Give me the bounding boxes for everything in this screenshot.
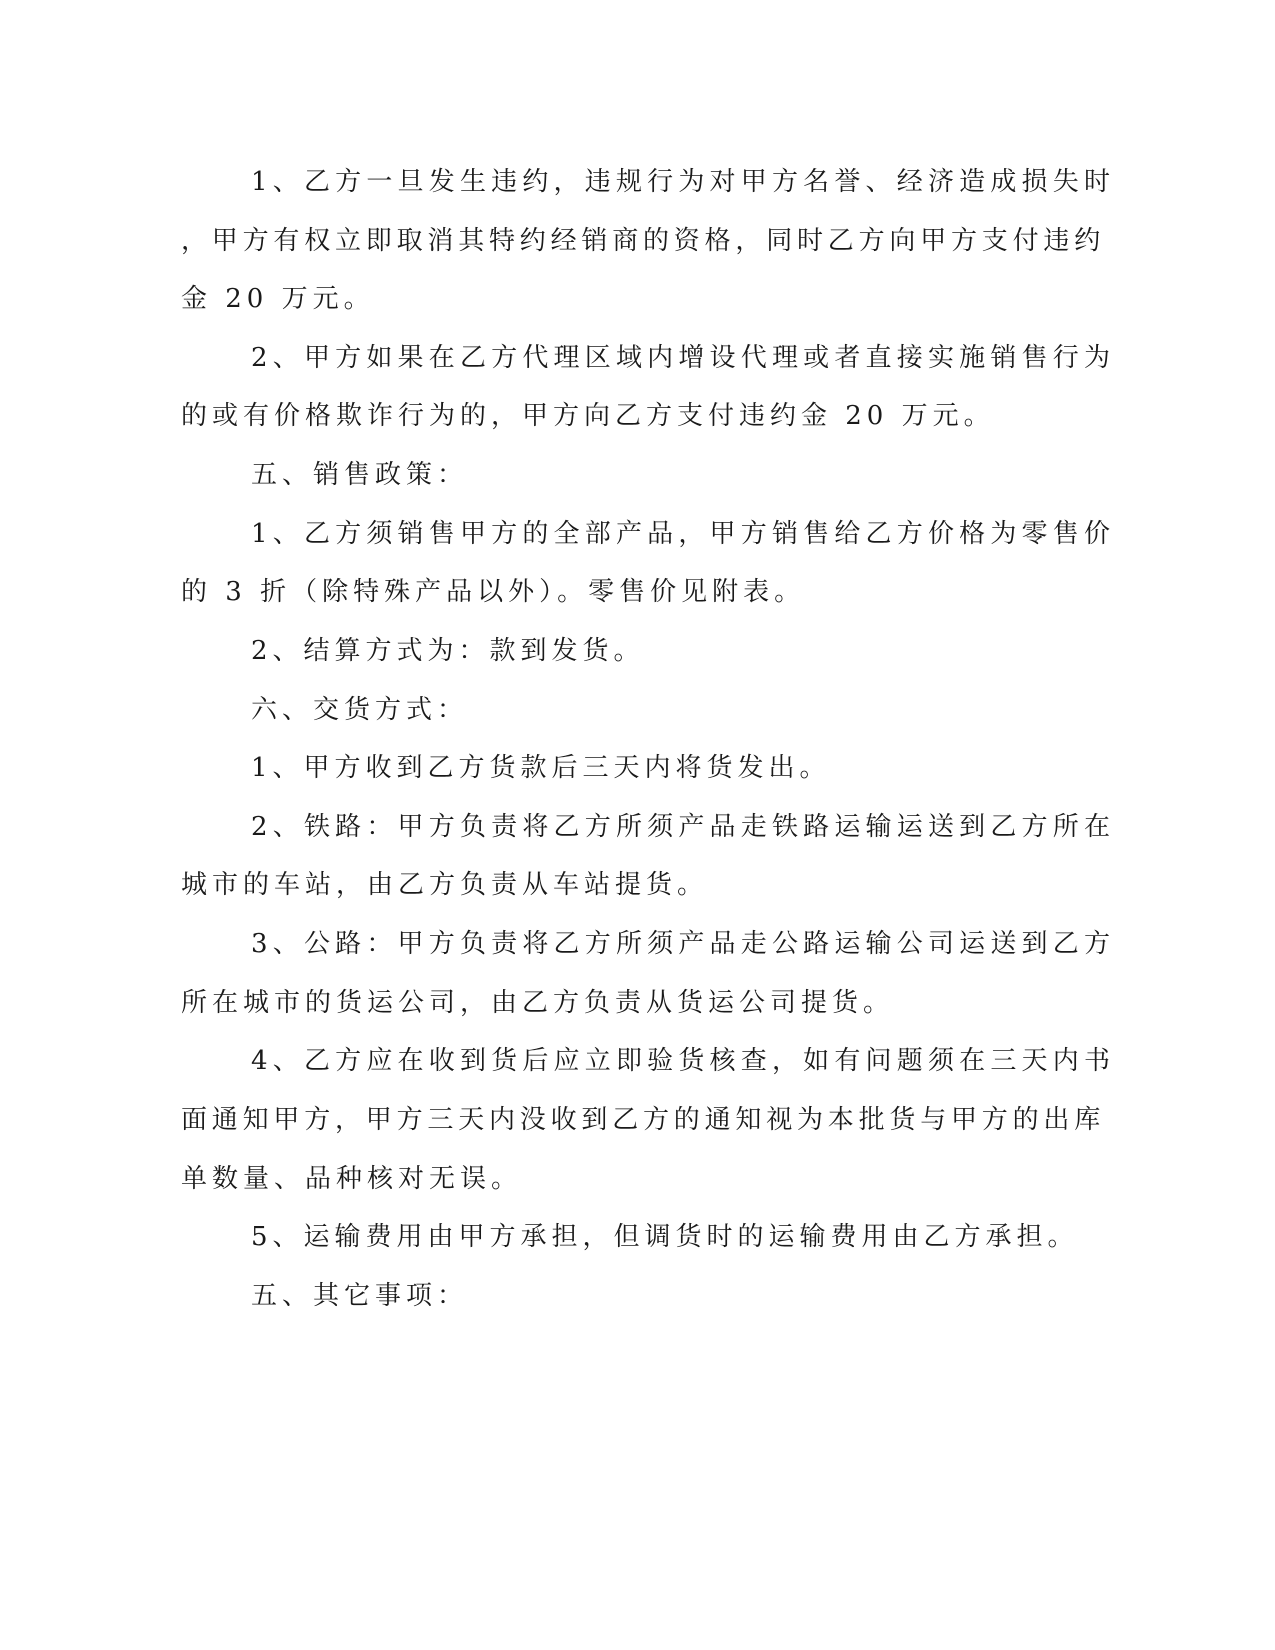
clause-5-1-line-1: 1、乙方须销售甲方的全部产品，甲方销售给乙方价格为零售价 <box>251 519 1116 549</box>
section-5-heading: 五、销售政策： <box>251 460 469 490</box>
clause-4-1-line-1: 1、乙方一旦发生违约，违规行为对甲方名誉、经济造成损失时 <box>251 167 1116 197</box>
clause-6-3-line-1: 3、公路：甲方负责将乙方所须产品走公路运输公司运送到乙方 <box>251 929 1116 959</box>
clause-5-1-line-2: 的 3 折（除特殊产品以外）。零售价见附表。 <box>181 577 806 607</box>
clause-5-2: 2、结算方式为：款到发货。 <box>251 636 645 666</box>
clause-4-1-line-3: 金 20 万元。 <box>181 284 375 314</box>
clause-6-4-line-3: 单数量、品种核对无误。 <box>181 1164 523 1194</box>
clause-6-4-line-1: 4、乙方应在收到货后应立即验货核查，如有问题须在三天内书 <box>251 1046 1116 1076</box>
clause-6-4-line-2: 面通知甲方，甲方三天内没收到乙方的通知视为本批货与甲方的出库 <box>181 1105 1106 1135</box>
clause-4-2-line-2: 的或有价格欺诈行为的，甲方向乙方支付违约金 20 万元。 <box>181 401 995 431</box>
clause-6-1: 1、甲方收到乙方货款后三天内将货发出。 <box>251 753 831 783</box>
clause-4-1-line-2: ，甲方有权立即取消其特约经销商的资格，同时乙方向甲方支付违约 <box>181 226 1106 256</box>
clause-6-2-line-2: 城市的车站，由乙方负责从车站提货。 <box>181 870 709 900</box>
clause-6-5: 5、运输费用由甲方承担，但调货时的运输费用由乙方承担。 <box>251 1222 1079 1252</box>
clause-6-3-line-2: 所在城市的货运公司，由乙方负责从货运公司提货。 <box>181 988 895 1018</box>
section-other-heading: 五、其它事项： <box>251 1281 469 1311</box>
clause-4-2-line-1: 2、甲方如果在乙方代理区域内增设代理或者直接实施销售行为 <box>251 343 1116 373</box>
section-6-heading: 六、交货方式： <box>251 695 469 725</box>
clause-6-2-line-1: 2、铁路：甲方负责将乙方所须产品走铁路运输运送到乙方所在 <box>251 812 1116 842</box>
